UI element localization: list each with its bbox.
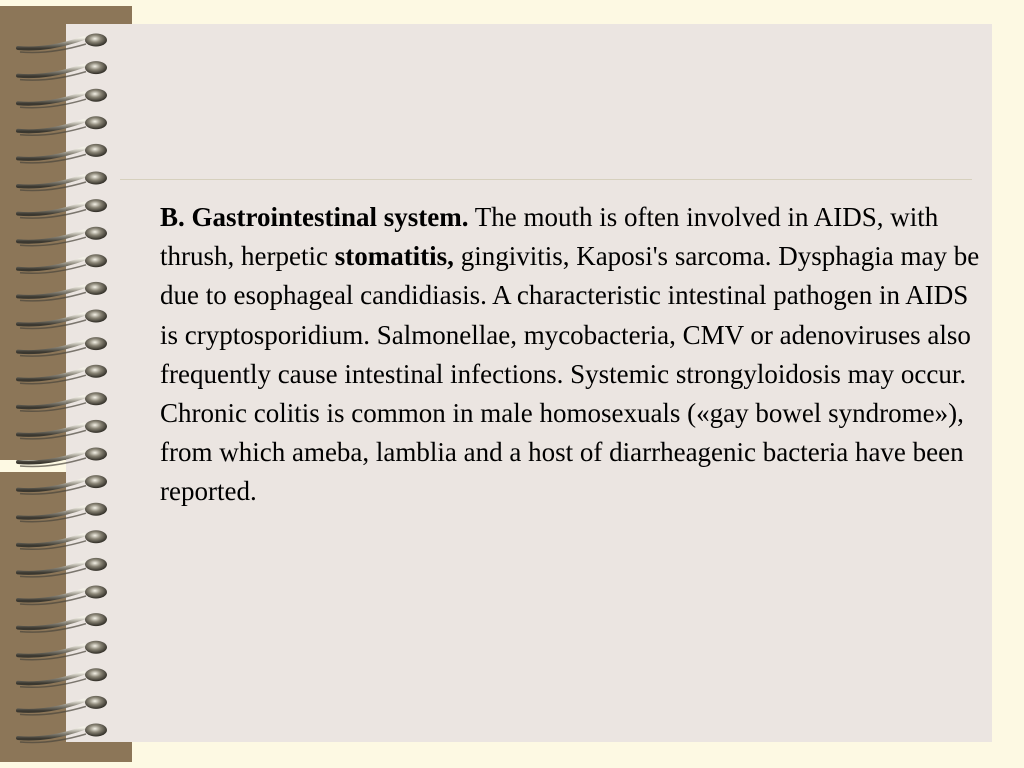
binding-ring [18,530,107,549]
binding-ring [18,613,107,632]
binding-ring [18,337,107,356]
binding-ring [18,116,107,135]
binding-ring [18,172,107,191]
binding-ring [18,668,107,687]
binding-ring [18,89,107,108]
spiral-binding-rings-icon [0,0,130,768]
binding-ring [18,641,107,660]
binding-ring [18,475,107,494]
stomatitis-term: stomatitis, [334,241,454,272]
binding-ring [18,199,107,218]
binding-ring [18,503,107,522]
binding-ring [18,34,107,53]
binding-ring [18,724,107,743]
section-heading: B. Gastrointestinal system. [160,202,469,232]
binding-ring [18,392,107,411]
paragraph-text-2: gingivitis, Kaposi's sarcoma. Dysphagia may be due to esophageal candidiasis. A characteristic intestinal pathogen in AIDS is cryptosporidium. Salmonellae, mycobacteria, CMV or adenoviruses also frequently cause intestinal infections. Systemic strongyloidosis may occur. Chronic colitis is common in male homosexuals («gay bowel syndrome»), from which ameba, lamblia and a host of diarrheagenic bacteria have been reported. [160,241,980,507]
binding-ring [18,365,107,384]
binding-ring [18,420,107,439]
binding-ring [18,61,107,80]
binding-ring [18,144,107,163]
binding-ring [18,586,107,605]
header-divider-line [120,179,972,180]
binding-ring [18,696,107,715]
binding-ring [18,448,107,467]
paragraph-text-1: The mouth is often involved in AIDS, with thrush, herpetic [160,202,939,272]
body-paragraph [160,198,985,512]
binding-ring [18,558,107,577]
binding-ring [18,254,107,273]
binding-ring [18,227,107,246]
binding-ring [18,282,107,301]
binding-ring [18,310,107,329]
